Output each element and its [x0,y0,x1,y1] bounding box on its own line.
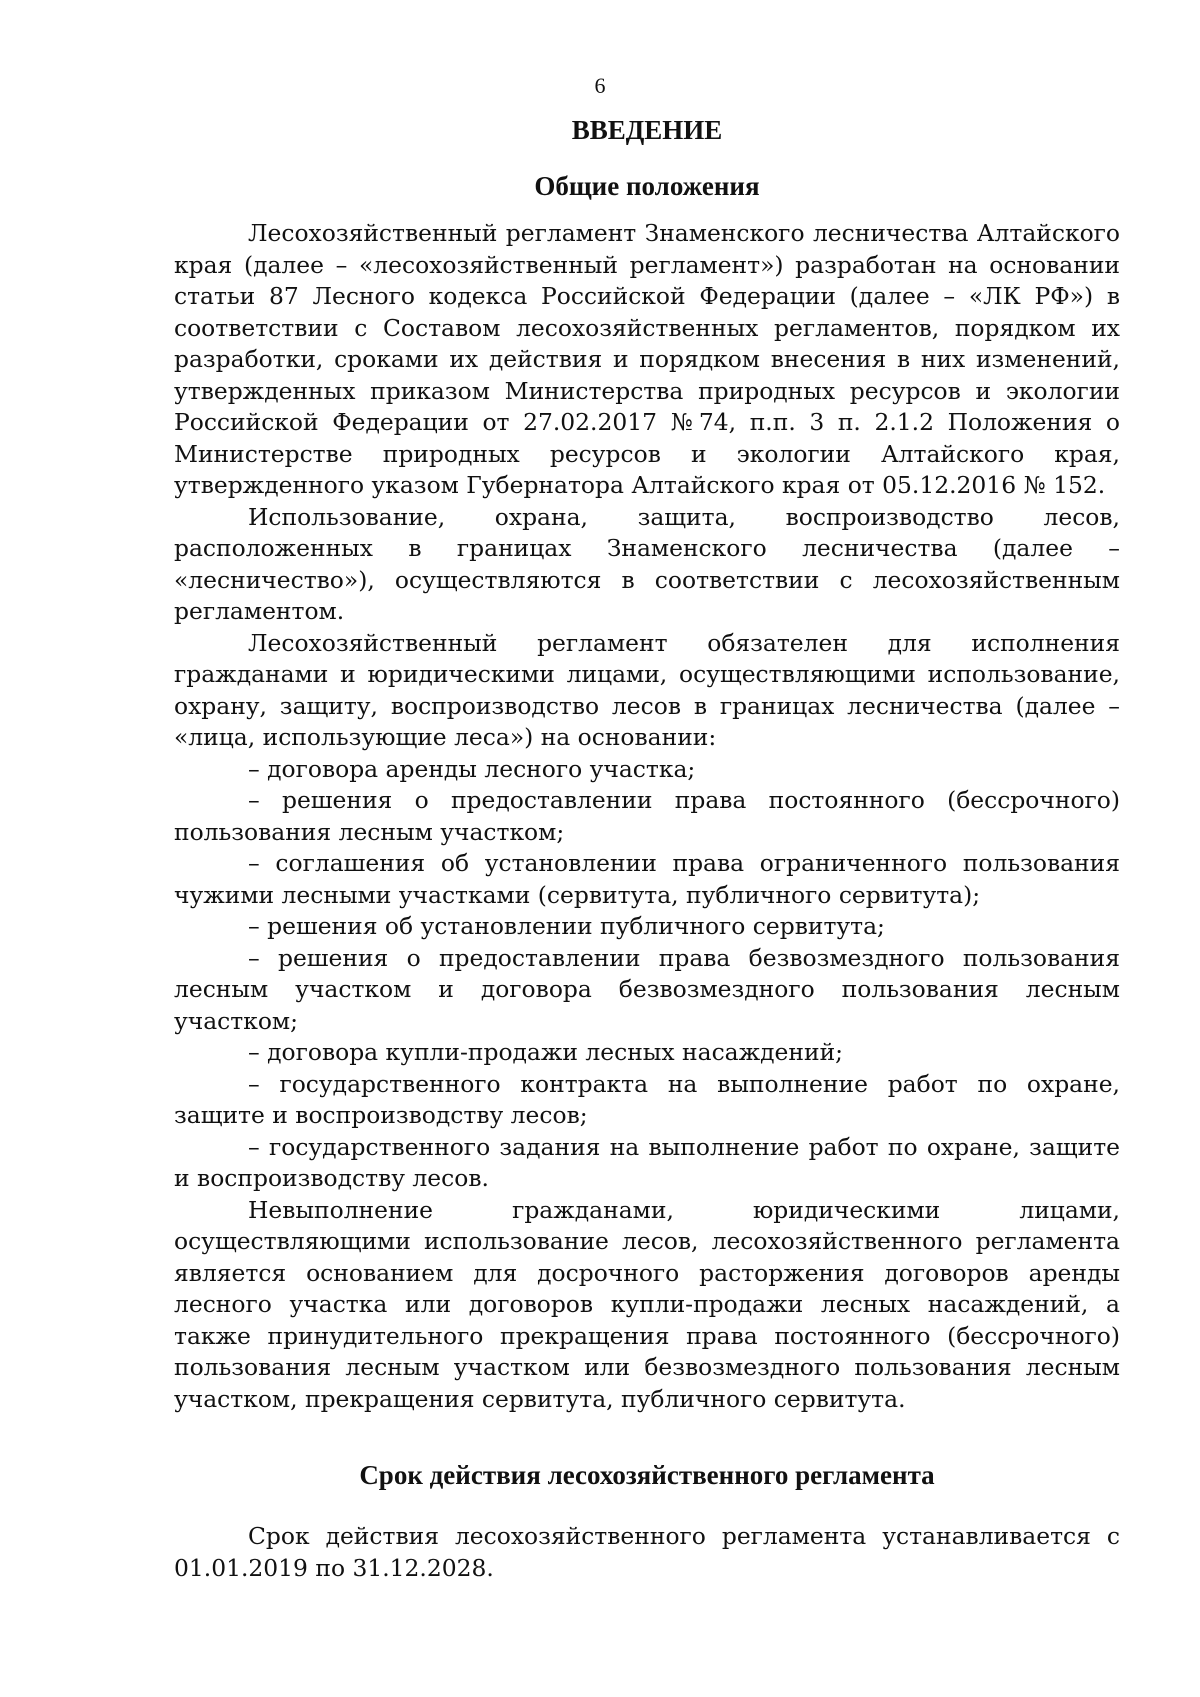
paragraph-non-compliance: Невыполнение гражданами, юридическими лицами, осуществляющими использование лесов, лесохозяйственного регламента является основанием для досрочного расторжения договоров аренды лесного участка или договоров купли-продажи лесных насаждений, а также принудительного прекращения права постоянного (бессрочного) пользования лесным участком или безвозмездного пользования лесным участком, прекращения сервитута, публичного сервитута. [174,1195,1120,1413]
paragraph-validity-period: Срок действия лесохозяйственного регламента устанавливается с 01.01.2019 по 31.12.2028. [174,1522,1120,1582]
list-item-permanent-use: – решения о предоставлении права постоянного (бессрочного) пользования лесным участком; [174,786,1120,846]
heading-introduction: ВВЕДЕНИЕ [571,115,723,145]
list-item-gratuitous-use: – решения о предоставлении права безвозмездного пользования лесным участком и договора безвозмездного пользования лесным участком; [174,943,1120,1035]
list-item-sale-purchase: – договора купли-продажи лесных насаждений; [248,1038,844,1066]
list-item-servitude-agreement: – соглашения об установлении права ограниченного пользования чужими лесными участками (сервитута, публичного сервитута); [174,849,1120,909]
paragraph-obligation: Лесохозяйственный регламент обязателен для исполнения гражданами и юридическими лицами, осуществляющими использование, охрану, защиту, воспроизводство лесов в границах лесничества (далее – «лица, использующие леса») на основании: [174,628,1120,751]
list-item-public-servitude: – решения об установлении публичного сервитута; [248,912,885,940]
document-body [174,112,1120,1584]
paragraph-forest-use: Использование, охрана, защита, воспроизводство лесов, расположенных в границах Знаменского лесничества (далее – «лесничество»), осуществляются в соответствии с лесохозяйственным регламентом. [174,502,1120,625]
list-item-state-assignment: – государственного задания на выполнение работ по охране, защите и воспроизводству лесов. [174,1132,1120,1192]
list-item-state-contract: – государственного контракта на выполнение работ по охране, защите и воспроизводству лесов; [174,1069,1120,1129]
heading-general-provisions: Общие положения [534,171,760,201]
page-number: 6 [594,73,606,98]
list-item-lease-agreement: – договора аренды лесного участка; [248,754,696,783]
paragraph-regulation-basis: Лесохозяйственный регламент Знаменского лесничества Алтайского края (далее – «лесохозяйственный регламент») разработан на основании статьи 87 Лесного кодекса Российской Федерации (далее – «ЛК РФ») в соответствии с Составом лесохозяйственных регламентов, порядком их разработки, сроками их действия и порядком внесения в них изменений, утвержденных приказом Министерства природных ресурсов и экологии Российской Федерации от 27.02.2017 №74, п.п. 3 п. 2.1.2 Положения о Министерстве природных ресурсов и экологии Алтайского края, утвержденного указом Губернатора Алтайского края от 05.12.2016 № 152. [174,219,1120,499]
heading-validity-period: Срок действия лесохозяйственного регламента [359,1460,935,1490]
